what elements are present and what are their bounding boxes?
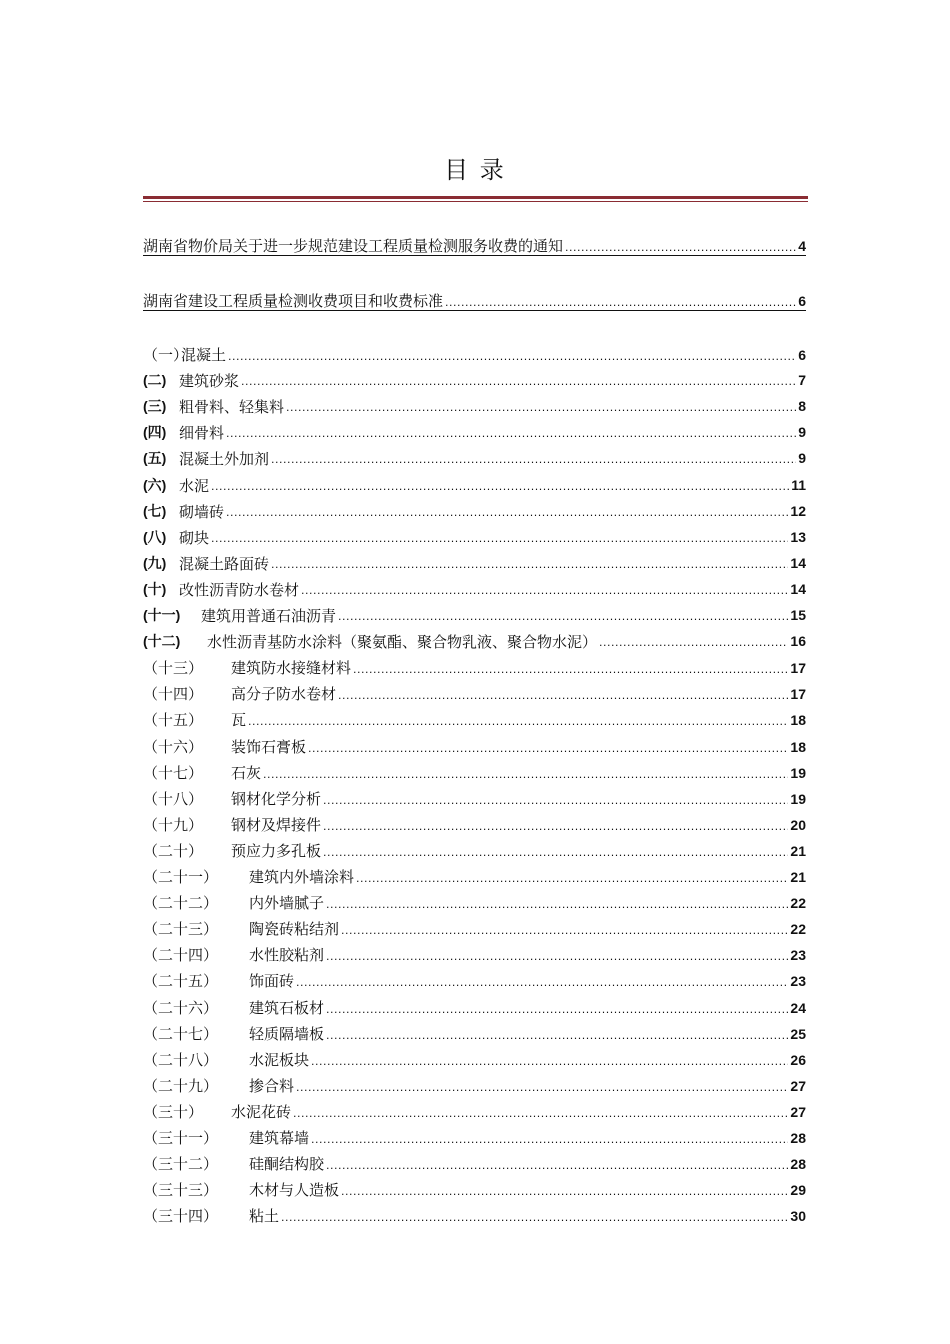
toc-entry-number: （二十二） (143, 894, 219, 913)
toc-leader-dots (286, 401, 796, 414)
toc-leader-dots (241, 375, 796, 388)
toc-entry-number: (四) (143, 424, 167, 441)
toc-page-number: 20 (790, 816, 806, 833)
toc-leader-dots (341, 1185, 788, 1198)
toc-leader-dots (323, 794, 788, 807)
toc-entry[interactable] (143, 475, 806, 495)
toc-entry-text: 钢材及焊接件 (231, 815, 322, 834)
toc-entry-number: (十二) (143, 633, 181, 650)
toc-entry[interactable] (143, 944, 806, 964)
toc-entry[interactable] (143, 918, 806, 938)
toc-entry[interactable] (143, 1153, 806, 1173)
toc-leader-dots (565, 241, 796, 254)
title-rule-thick (143, 196, 808, 199)
toc-leader-dots (301, 584, 788, 597)
toc-leader-dots (326, 1029, 788, 1042)
toc-page-number: 21 (790, 842, 806, 859)
toc-page-number: 22 (790, 895, 806, 912)
toc-entry[interactable] (143, 448, 806, 468)
toc-page-number: 28 (790, 1156, 806, 1173)
toc-leader-dots (326, 1003, 788, 1016)
toc-leader-dots (341, 924, 788, 937)
toc-leader-dots (326, 950, 788, 963)
toc-entry-text: 建筑用普通石油沥青 (201, 607, 337, 625)
toc-leader-dots (326, 1159, 788, 1172)
toc-page-number: 19 (790, 764, 806, 781)
toc-leader-dots (226, 506, 788, 519)
toc-leader-dots (211, 480, 789, 493)
toc-entry-number: （一） (143, 346, 189, 364)
toc-page-number: 11 (791, 476, 806, 493)
toc-entry-number: （十七） (143, 763, 204, 782)
toc-page-number: 16 (790, 633, 806, 650)
toc-page-number: 22 (790, 921, 806, 938)
toc-entry[interactable] (143, 579, 806, 599)
toc-entry[interactable] (143, 1049, 806, 1069)
toc-leader-dots (323, 820, 788, 833)
title-rule-thin (143, 201, 808, 202)
toc-leader-dots (338, 610, 788, 623)
toc-entry-text: 石灰 (231, 763, 262, 782)
toc-entry-number: （二十三） (143, 920, 219, 939)
toc-leader-dots (599, 636, 788, 649)
toc-entry-number: （十五） (143, 711, 204, 730)
toc-leader-dots (326, 898, 788, 911)
toc-page-number: 23 (790, 947, 806, 964)
toc-entry-text: 装饰石膏板 (231, 737, 307, 756)
toc-entry[interactable] (143, 631, 806, 651)
toc-page-number: 19 (790, 790, 806, 807)
toc-entry-text: 建筑幕墙 (249, 1129, 310, 1147)
toc-main-entry-fee-standards[interactable] (143, 290, 806, 311)
toc-entry-number: (五) (143, 450, 167, 467)
toc-entry[interactable] (143, 370, 806, 390)
toc-page-number: 18 (790, 712, 806, 729)
toc-entry-text: 内外墙腻子 (249, 894, 325, 913)
toc-entry-text: 粘土 (249, 1207, 280, 1226)
toc-entry-text: 钢材化学分析 (231, 789, 322, 808)
toc-leader-dots (323, 846, 788, 859)
toc-entry-number: （二十五） (143, 972, 219, 991)
toc-leader-dots (271, 453, 796, 466)
toc-entry-number: （三十四） (143, 1207, 219, 1226)
page-title-text: 目 录 (444, 156, 506, 184)
toc-entry-text: 硅酮结构胶 (249, 1155, 325, 1174)
toc-entry[interactable] (143, 1127, 806, 1147)
toc-entry[interactable] (143, 605, 806, 625)
toc-entry-text: 湖南省物价局关于进一步规范建设工程质量检测服务收费的通知 (143, 237, 564, 255)
toc-entry[interactable] (143, 422, 806, 442)
page-title (0, 150, 950, 185)
toc-entry-text: 建筑内外墙涂料 (249, 868, 355, 886)
toc-page-number: 30 (790, 1208, 806, 1225)
toc-entry-text: 掺合料 (249, 1076, 295, 1095)
toc-entry[interactable] (143, 1179, 806, 1199)
toc-entry[interactable] (143, 683, 806, 703)
toc-entry-text: 预应力多孔板 (231, 841, 322, 860)
toc-entry-number: （二十六） (143, 998, 219, 1017)
toc-leader-dots (356, 872, 788, 885)
toc-page-number: 6 (798, 293, 806, 309)
toc-page-number: 18 (790, 738, 806, 755)
toc-page-number: 25 (790, 1025, 806, 1042)
toc-page-number: 27 (790, 1077, 806, 1094)
toc-entry-number: （二十八） (143, 1050, 219, 1069)
toc-entry-text: 饰面砖 (249, 972, 295, 991)
toc-entry-text: 陶瓷砖粘结剂 (249, 920, 340, 939)
toc-leader-dots (248, 715, 788, 728)
toc-entry-number: (三) (143, 398, 167, 415)
toc-leader-dots (263, 768, 788, 781)
toc-entry-number: （三十三） (143, 1181, 219, 1200)
toc-entry-text: 水泥 (179, 476, 210, 495)
toc-leader-dots (226, 427, 796, 440)
toc-main-entry-notice[interactable] (143, 235, 806, 256)
toc-leader-dots (271, 558, 788, 571)
toc-entry[interactable] (143, 1205, 806, 1225)
toc-entry-number: （十八） (143, 789, 204, 808)
toc-entry-number: （二十四） (143, 946, 219, 965)
toc-entry-number: （十九） (143, 815, 204, 834)
toc-entry-text: 建筑防水接缝材料 (231, 659, 352, 678)
toc-page-number: 21 (790, 869, 806, 885)
toc-entry[interactable] (143, 553, 806, 573)
toc-entry-text: 混凝土 (181, 346, 227, 364)
toc-entry-text: 水泥板块 (249, 1050, 310, 1069)
toc-entry-text: 轻质隔墙板 (249, 1024, 325, 1043)
toc-page-number: 8 (798, 398, 806, 415)
toc-leader-dots (281, 1211, 788, 1224)
toc-page-number: 28 (790, 1130, 806, 1146)
toc-entry[interactable] (143, 736, 806, 756)
toc-entry-text: 高分子防水卷材 (231, 685, 337, 704)
toc-leader-dots (296, 976, 788, 989)
toc-entry-text: 瓦 (231, 711, 247, 730)
toc-entry[interactable] (143, 657, 806, 677)
toc-entry[interactable] (143, 1023, 806, 1043)
toc-leader-dots (311, 1055, 788, 1068)
toc-page-number: 23 (790, 973, 806, 990)
toc-entry-number: （三十） (143, 1102, 204, 1121)
toc-entry[interactable] (143, 997, 806, 1017)
toc-page-number: 9 (798, 450, 806, 467)
toc-leader-dots (353, 663, 788, 676)
toc-entry[interactable] (143, 344, 806, 364)
toc-entry-text: 混凝土外加剂 (179, 450, 270, 469)
toc-entry-text: 水性沥青基防水涂料（聚氨酯、聚合物乳液、聚合物水泥） (207, 633, 598, 652)
toc-entry-number: （十四） (143, 685, 204, 704)
toc-page-number: 6 (798, 347, 806, 363)
toc-entry-text: 建筑石板材 (249, 998, 325, 1017)
toc-leader-dots (308, 742, 788, 755)
toc-page-number: 4 (798, 238, 806, 254)
toc-entry-number: (十一) (143, 607, 181, 623)
toc-entry-number: （二十） (143, 841, 204, 860)
toc-entry-text: 砌块 (179, 528, 210, 547)
toc-entry-text: 湖南省建设工程质量检测收费项目和收费标准 (143, 292, 444, 310)
toc-leader-dots (296, 1081, 788, 1094)
toc-entry[interactable] (143, 788, 806, 808)
toc-entry-number: （十六） (143, 737, 204, 756)
toc-entry[interactable] (143, 709, 806, 729)
toc-leader-dots (338, 689, 788, 702)
toc-entry[interactable] (143, 840, 806, 860)
toc-leader-dots (445, 296, 796, 309)
toc-page-number: 7 (798, 372, 806, 389)
toc-entry-text: 混凝土路面砖 (179, 554, 270, 573)
toc-page-number: 12 (790, 502, 806, 519)
toc-entry-text: 细骨料 (179, 424, 225, 443)
toc-page-number: 29 (790, 1182, 806, 1199)
toc-page-number: 24 (790, 999, 806, 1016)
toc-entry-text: 粗骨料、轻集料 (179, 398, 285, 417)
toc-entry-number: （二十一） (143, 868, 219, 886)
toc-entry-number: (九) (143, 554, 167, 571)
toc-entry-number: （十三） (143, 659, 204, 678)
toc-page-number: 9 (798, 424, 806, 441)
toc-entry-text: 水泥花砖 (231, 1102, 292, 1121)
toc-entry-number: （三十一） (143, 1129, 219, 1147)
toc-entry-number: （二十七） (143, 1024, 219, 1043)
toc-entry[interactable] (143, 527, 806, 547)
toc-page-number: 13 (790, 528, 806, 545)
toc-entry-number: （二十九） (143, 1076, 219, 1095)
toc-page-number: 14 (790, 554, 806, 571)
toc-entry-text: 建筑砂浆 (179, 372, 240, 391)
toc-entry-number: (八) (143, 528, 167, 545)
toc-entry[interactable] (143, 396, 806, 416)
toc-entry[interactable] (143, 501, 806, 521)
toc-entry-number: (十) (143, 580, 167, 597)
toc-entry-text: 木材与人造板 (249, 1181, 340, 1200)
toc-entry-number: (二) (143, 372, 167, 389)
toc-entry[interactable] (143, 814, 806, 834)
toc-entry[interactable] (143, 970, 806, 990)
toc-entry[interactable] (143, 762, 806, 782)
toc-entry[interactable] (143, 1101, 806, 1121)
toc-entry-number: (六) (143, 476, 167, 493)
toc-entry[interactable] (143, 1075, 806, 1095)
toc-entry[interactable] (143, 866, 806, 886)
toc-leader-dots (211, 532, 788, 545)
toc-leader-dots (311, 1133, 788, 1146)
toc-page-number: 15 (790, 607, 806, 623)
toc-entry-text: 改性沥青防水卷材 (179, 580, 300, 599)
toc-entry-number: (七) (143, 502, 167, 519)
toc-entry-text: 水性胶粘剂 (249, 946, 325, 965)
toc-entry-text: 砌墙砖 (179, 502, 225, 521)
toc-page-number: 26 (790, 1051, 806, 1068)
toc-page-number: 14 (790, 580, 806, 597)
toc-entry-number: （三十二） (143, 1155, 219, 1174)
toc-page-number: 17 (790, 660, 806, 677)
toc-entry[interactable] (143, 892, 806, 912)
toc-page-number: 27 (790, 1103, 806, 1120)
toc-leader-dots (228, 350, 796, 363)
toc-page-number: 17 (790, 686, 806, 703)
toc-leader-dots (293, 1107, 788, 1120)
